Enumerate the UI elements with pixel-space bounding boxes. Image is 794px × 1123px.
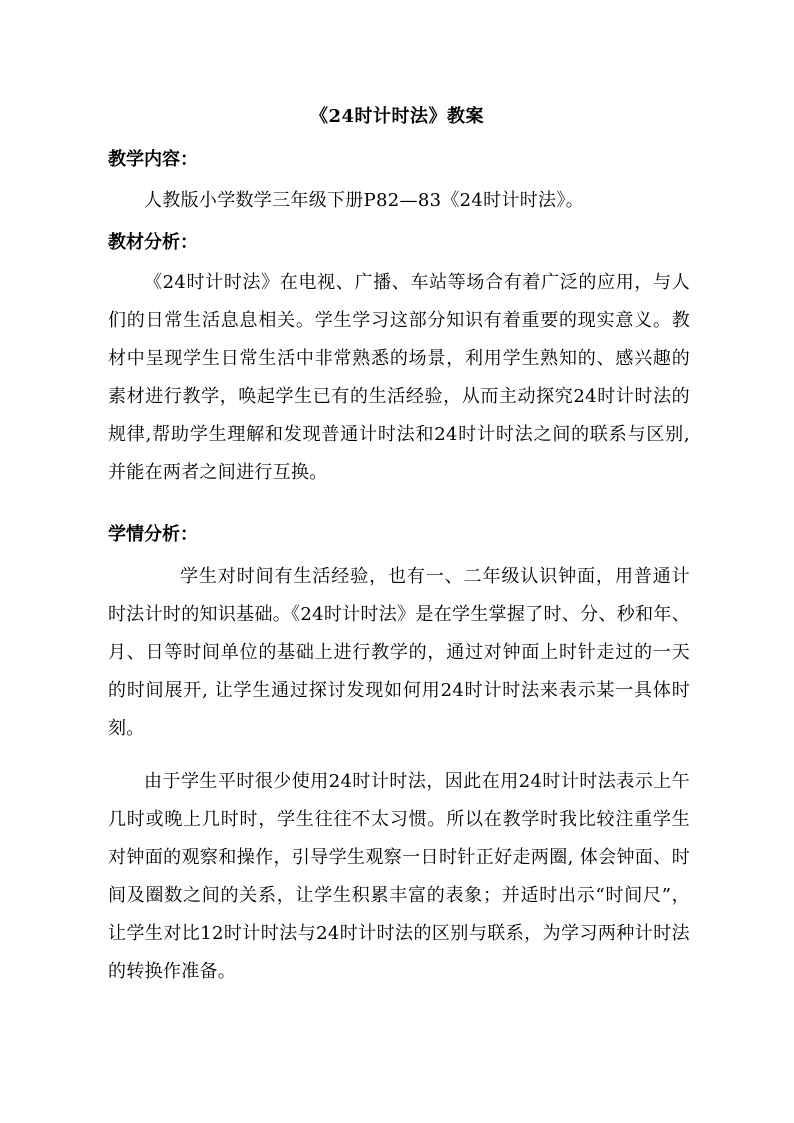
students-paragraph-2: 由于学生平时很少使用24时计时法，因此在用24时计时法表示上午几时或晚上几时时，学生往往不太习惯。所以在教学时我比较注重学生对钟面的观察和操作，引导学生观察一日时针正好走两圈, 体会钟面、时间及圈数之间的关系，让学生积累丰富的表象；并适时出示“时间尺”，让学生对比12时计时法与24时计时法的区别与联系，为学习两种计时法的转换作准备。 (108, 771, 690, 982)
section-heading-students: 学情分析： (108, 524, 198, 545)
section-heading-textbook: 教材分析： (108, 232, 198, 253)
content-paragraph: 人教版小学数学三年级下册P82—83《24时计时法》。 (144, 190, 584, 211)
students-paragraph-1: 学生对时间有生活经验，也有一、二年级认识钟面，用普通计时法计时的知识基础。《24时计时法》是在学生掌握了时、分、秒和年、月、日等时间单位的基础上进行教学的，通过对钟面上时针走过的一天的时间展开, 让学生通过探讨发现如何用24时计时法来表示某一具体时刻。 (108, 566, 690, 739)
section-heading-content: 教学内容： (108, 149, 198, 170)
document-title: 《24时计时法》教案 (309, 106, 485, 127)
textbook-paragraph: 《24时计时法》在电视、广播、车站等场合有着广泛的应用，与人们的日常生活息息相关。学生学习这部分知识有着重要的现实意义。教材中呈现学生日常生活中非常熟悉的场景，利用学生熟知的、感兴趣的素材进行教学，唤起学生已有的生活经验，从而主动探究24时计时法的规律,帮助学生理解和发现普通计时法和24时计时法之间的联系与区别,并能在两者之间进行互换。 (108, 272, 690, 483)
